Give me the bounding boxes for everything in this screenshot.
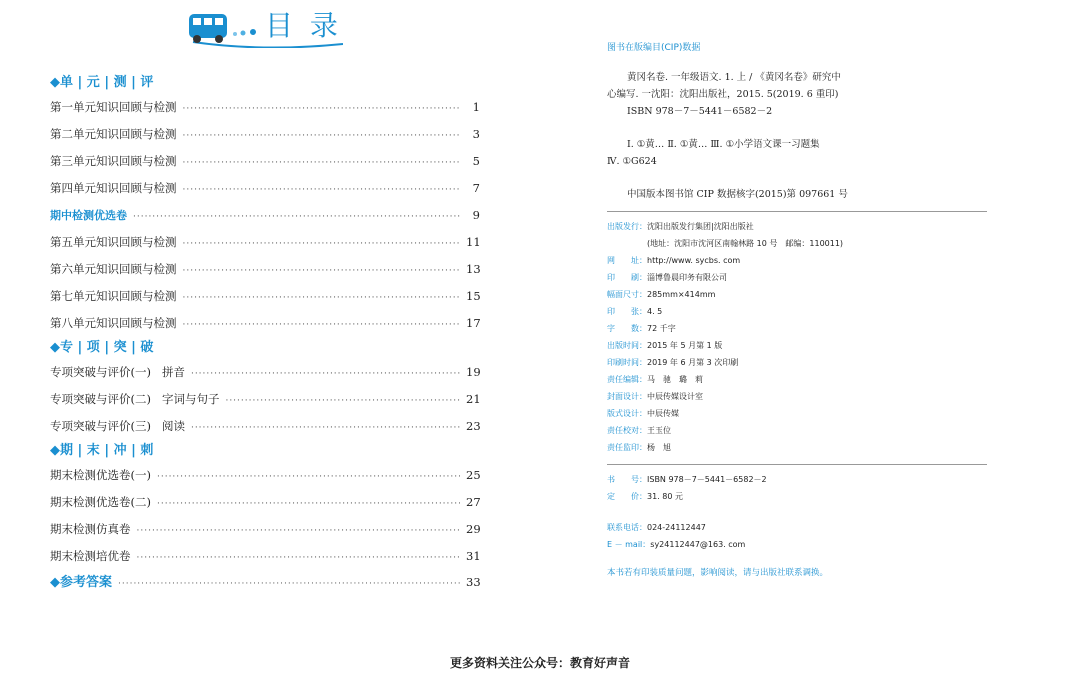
toc-row: [50, 148, 480, 175]
page-number: 17: [466, 316, 481, 330]
kv-value: 杨 旭: [647, 443, 671, 452]
kv-value: 沈阳出版发行集团|沈阳出版社: [647, 222, 754, 231]
toc-row: [50, 202, 480, 229]
toc-row: [50, 489, 480, 516]
kv-key: 责任监印：: [607, 443, 647, 452]
kv-value: http://www. sycbs. com: [647, 256, 741, 265]
kv-phone: [607, 519, 987, 536]
toc-row: [50, 94, 480, 121]
toc-entry-title: 期中检测优选卷: [50, 209, 127, 222]
leader-dots: [157, 464, 460, 491]
toc-entry-title: 期末检测优选卷(二): [50, 495, 151, 509]
section-heading: ◆期 | 末 | 冲 | 刺: [50, 443, 154, 458]
kv-value: 72 千字: [647, 324, 676, 333]
cip-line: Ⅳ. ①G624: [607, 156, 657, 167]
kv-isbn: [607, 471, 987, 488]
kv-key: E － mail：: [607, 540, 651, 549]
kv-value: 中辰传媒: [647, 409, 679, 418]
page-number: 1: [472, 100, 480, 114]
kv-publisher: [607, 218, 987, 235]
toc-row: [50, 121, 480, 148]
kv-value: 2015 年 5 月第 1 版: [647, 341, 723, 350]
kv-value: 王玉位: [647, 426, 671, 435]
kv-key: 网 址：: [607, 256, 647, 265]
page-number: 21: [466, 392, 481, 406]
page-number: 13: [466, 262, 481, 276]
toc-entry-title: 第七单元知识回顾与检测: [50, 289, 177, 303]
kv-printtime: [607, 354, 987, 371]
page-number: 25: [466, 468, 481, 482]
kv-supervisor: [607, 439, 987, 456]
section-heading: ◆参考答案: [50, 575, 112, 590]
kv-key: 幅面尺寸：: [607, 290, 647, 299]
kv-key: 责任编辑：: [607, 375, 647, 384]
page-number: 7: [472, 181, 480, 195]
kv-key: 印刷时间：: [607, 358, 647, 367]
kv-key: 联系电话：: [607, 523, 647, 532]
leader-dots: [137, 545, 461, 572]
kv-layout: [607, 405, 987, 422]
page-title: 目 录: [265, 9, 342, 42]
page-number: 33: [466, 575, 481, 589]
leader-dots: [157, 491, 460, 518]
kv-key: 出版时间：: [607, 341, 647, 350]
cip-line: 心编写. 一沈阳：沈阳出版社，2015. 5(2019. 6 重印): [607, 89, 839, 100]
divider: [607, 211, 987, 212]
cip-line: 黄冈名卷. 一年级语文. 1. 上 / 《黄冈名卷》研究中: [627, 72, 841, 83]
leader-dots: [183, 123, 461, 150]
kv-value: 024-24112447: [647, 523, 706, 532]
toc-entry-title: 专项突破与评价(二) 字词与句子: [50, 392, 220, 406]
kv-key: 印 刷：: [607, 273, 647, 282]
kv-sheets: [607, 303, 987, 320]
kv-value: 4. 5: [647, 307, 663, 316]
page-number: 27: [466, 495, 481, 509]
kv-value: 淄博鲁晨印务有限公司: [647, 273, 727, 282]
table-of-contents: [50, 72, 480, 594]
toc-entry-title: 第四单元知识回顾与检测: [50, 181, 177, 195]
kv-price: [607, 488, 987, 505]
kv-website: [607, 252, 987, 269]
kv-editor: [607, 371, 987, 388]
kv-printer: [607, 269, 987, 286]
kv-value: sy24112447@163. com: [650, 540, 746, 549]
kv-key: 书 号：: [607, 475, 647, 484]
divider: [607, 464, 987, 465]
toc-entry-title: 第八单元知识回顾与检测: [50, 316, 177, 330]
page-number: 11: [466, 235, 481, 249]
leader-dots: [118, 572, 460, 596]
page-number: 9: [472, 208, 480, 222]
footer-text: 更多资料关注公众号：教育好声音: [449, 656, 630, 670]
toc-entry-title: 第五单元知识回顾与检测: [50, 235, 177, 249]
kv-proof: [607, 422, 987, 439]
toc-entry-title: 期末检测仿真卷: [50, 522, 131, 536]
toc-row: [50, 175, 480, 202]
kv-pubtime: [607, 337, 987, 354]
kv-size: [607, 286, 987, 303]
kv-address: (地址：沈阳市沈河区南翰林路 10 号 邮编：110011): [647, 239, 844, 248]
leader-dots: [183, 312, 461, 339]
page-number: 29: [466, 522, 481, 536]
leader-dots: [133, 204, 460, 231]
kv-value: 中辰传媒设计室: [647, 392, 703, 401]
toc-row: [50, 462, 480, 489]
leader-dots: [225, 388, 460, 415]
leader-dots: [183, 231, 461, 258]
toc-row: [50, 256, 480, 283]
toc-row-answers: [50, 570, 480, 594]
kv-key: 出版发行：: [607, 222, 647, 231]
kv-email: [607, 536, 987, 553]
cip-line: Ⅰ. ①黄… Ⅱ. ①黄… Ⅲ. ①小学语文课一习题集: [627, 139, 820, 150]
leader-dots: [183, 285, 461, 312]
toc-entry-title: 专项突破与评价(三) 阅读: [50, 419, 185, 433]
page-number: 15: [466, 289, 481, 303]
cip-heading: 图书在版编目(CIP)数据: [607, 43, 701, 53]
quality-note: 本书若有印装质量问题，影响阅读，请与出版社联系调换。: [607, 568, 829, 578]
toc-row: [50, 229, 480, 256]
kv-key: 定 价：: [607, 492, 647, 501]
kv-value: 2019 年 6 月第 3 次印刷: [647, 358, 739, 367]
toc-entry-title: 第三单元知识回顾与检测: [50, 154, 177, 168]
kv-key: 印 张：: [607, 307, 647, 316]
cip-block: [607, 40, 987, 582]
toc-row: [50, 283, 480, 310]
toc-row: [50, 386, 480, 413]
page-number: 3: [472, 127, 480, 141]
toc-entry-title: 第一单元知识回顾与检测: [50, 100, 177, 114]
page-number: 5: [472, 154, 480, 168]
kv-key: 字 数：: [607, 324, 647, 333]
toc-entry-title: 期末检测优选卷(一): [50, 468, 151, 482]
toc-entry-title: 第六单元知识回顾与检测: [50, 262, 177, 276]
kv-words: [607, 320, 987, 337]
kv-value: 马 驰 璐 莉: [647, 375, 703, 384]
leader-dots: [137, 518, 461, 545]
cip-line: ISBN 978－7－5441－6582－2: [627, 106, 773, 117]
page-number: 23: [466, 419, 481, 433]
toc-row: [50, 310, 480, 337]
section-heading: ◆专 | 项 | 突 | 破: [50, 340, 154, 355]
kv-cover: [607, 388, 987, 405]
toc-entry-title: 期末检测培优卷: [50, 549, 131, 563]
toc-row: [50, 359, 480, 386]
toc-row: [50, 516, 480, 543]
toc-entry-title: 第二单元知识回顾与检测: [50, 127, 177, 141]
leader-dots: [191, 415, 460, 442]
kv-value: 31. 80 元: [647, 492, 683, 501]
cip-line: 中国版本图书馆 CIP 数据核字(2015)第 097661 号: [627, 189, 848, 200]
leader-dots: [183, 177, 461, 204]
kv-key: 版式设计：: [607, 409, 647, 418]
toc-entry-title: 专项突破与评价(一) 拼音: [50, 365, 185, 379]
page-number: 19: [466, 365, 481, 379]
kv-key: 封面设计：: [607, 392, 647, 401]
toc-row: [50, 543, 480, 570]
leader-dots: [183, 258, 461, 285]
leader-dots: [191, 361, 460, 388]
leader-dots: [183, 96, 461, 123]
kv-value: 285mm×414mm: [647, 290, 716, 299]
toc-row: [50, 413, 480, 440]
kv-key: 责任校对：: [607, 426, 647, 435]
section-heading: ◆单 | 元 | 测 | 评: [50, 75, 154, 90]
leader-dots: [183, 150, 461, 177]
page-number: 31: [466, 549, 481, 563]
kv-value: ISBN 978－7－5441－6582－2: [647, 475, 767, 484]
